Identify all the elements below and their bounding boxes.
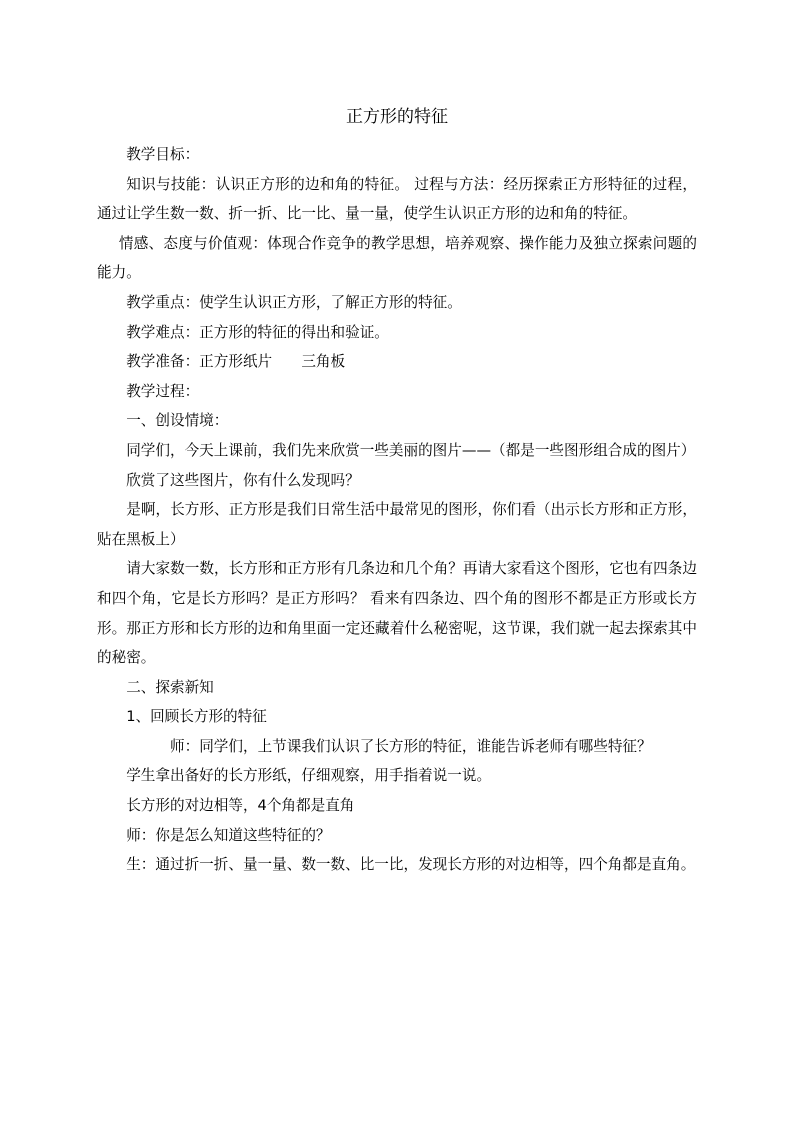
paragraph-intro-1: 同学们，今天上课前，我们先来欣赏一些美丽的图片——（都是一些图形组合成的图片） [126, 441, 696, 459]
paragraph-teacher-question-2: 师：你是怎么知道这些特征的？ [126, 826, 331, 844]
paragraph-subsection-1-heading: 1、回顾长方形的特征 [126, 708, 267, 726]
paragraph-objective-knowledge: 知识与技能：认识正方形的边和角的特征。 过程与方法：经历探索正方形特征的过程，通过让学生数一数、折一折、比一比、量一量，使学生认识正方形的边和角的特征。 [97, 175, 697, 223]
paragraph-teacher-question-1: 师：同学们，上节课我们认识了长方形的特征，谁能告诉老师有哪些特征？ [170, 737, 652, 755]
document-body [97, 140, 697, 880]
paragraph-objective-attitude: 情感、态度与价值观：体现合作竞争的教学思想，培养观察、操作能力及独立探索问题的能力。 [97, 234, 697, 282]
paragraph-section-2-heading: 二、探索新知 [126, 678, 214, 696]
paragraph-difficulty: 教学难点：正方形的特征的得出和验证。 [126, 323, 389, 341]
paragraph-intro-3: 是啊，长方形、正方形是我们日常生活中最常见的图形，你们看（出示长方形和正方形，贴在黑板上） [97, 501, 697, 548]
paragraph-intro-2: 欣赏了这些图片，你有什么发现吗？ [126, 471, 360, 489]
paragraph-objectives-heading: 教学目标： [126, 146, 200, 163]
document-title: 正方形的特征 [346, 107, 448, 127]
paragraph-section-1-heading: 一、创设情境： [126, 412, 229, 430]
paragraph-student-answer: 生：通过折一折、量一量、数一数、比一比，发现长方形的对边相等，四个角都是直角。 [126, 856, 696, 874]
paragraph-intro-4: 请大家数一数，长方形和正方形有几条边和几个角？再请大家看这个图形，它也有四条边和四个角，它是长方形吗？是正方形吗？ 看来有四条边、四个角的图形不都是正方形或长方形。那正方形和长方形的边和角里面一定还藏着什么秘密呢，这节课，我们就一起去探索其中的秘密。 [97, 560, 697, 667]
paragraph-student-action: 学生拿出备好的长方形纸，仔细观察，用手指着说一说。 [126, 767, 492, 785]
paragraph-process-heading: 教学过程： [126, 382, 200, 400]
paragraph-key-point: 教学重点：使学生认识正方形，了解正方形的特征。 [126, 293, 462, 311]
paragraph-rectangle-feature: 长方形的对边相等，4个角都是直角 [126, 797, 355, 815]
paragraph-preparation: 教学准备：正方形纸片 三角板 [126, 353, 346, 371]
